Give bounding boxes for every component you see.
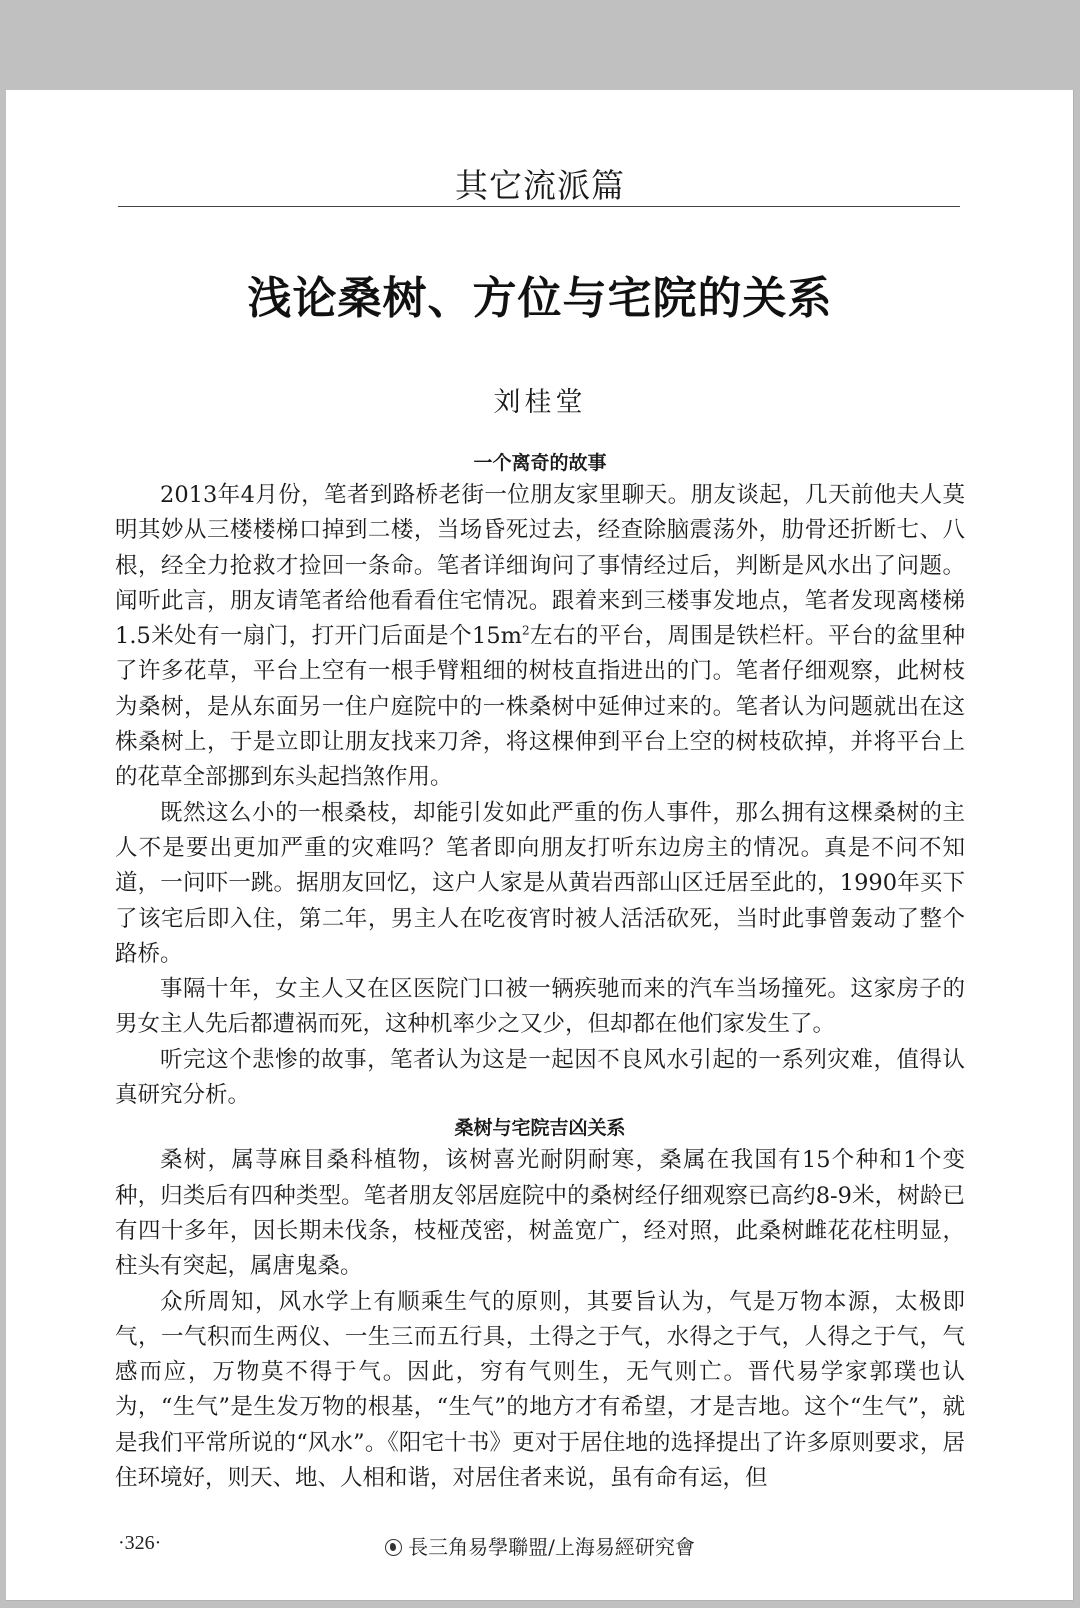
header-rule	[118, 206, 960, 207]
section-header: 其它流派篇	[455, 166, 625, 205]
publisher-name: 長三角易學聯盟/上海易經研究會	[408, 1535, 695, 1559]
paragraph	[115, 478, 965, 796]
publisher-line	[0, 1531, 1080, 1560]
paragraph: 桑树，属荨麻目桑科植物，该树喜光耐阴耐寒，桑属在我国有15个种和1个变种，归类后有四种类型。笔者朋友邻居庭院中的桑树经仔细观察已高约8-9米，树龄已有四十多年，因长期未伐条，枝桠茂密，树盖宽广，经对照，此桑树雌花花柱明显，柱头有突起，属唐鬼桑。	[115, 1147, 965, 1280]
paragraph-text: 左右的平台，周围是铁栏杆。平台的盆里种了许多花草，平台上空有一根手臂粗细的树枝直指进出的门。笔者仔细观察，此树枝为桑树，是从东面另一住户庭院中的一株桑树中延伸过来的。笔者认为问题就出在这株桑树上，于是立即让朋友找来刀斧，将这棵伸到平台上空的树枝砍掉，并将平台上的花草全部挪到东头起挡煞作用。	[115, 623, 965, 791]
article-author: 刘桂堂	[493, 387, 587, 418]
article-body	[115, 448, 965, 1496]
section-heading: 一个离奇的故事	[473, 452, 607, 474]
paragraph: 既然这么小的一根桑枝，却能引发如此严重的伤人事件，那么拥有这棵桑树的主人不是要出更加严重的灾难吗？笔者即向朋友打听东边房主的情况。真是不问不知道，一问吓一跳。据朋友回忆，这户人家是从黄岩西部山区迁居至此的，1990年买下了该宅后即入住，第二年，男主人在吃夜宵时被人活活砍死，当时此事曾轰动了整个路桥。	[115, 799, 965, 967]
paragraph: 事隔十年，女主人又在区医院门口被一辆疾驰而来的汽车当场撞死。这家房子的男女主人先后都遭祸而死，这种机率少之又少，但却都在他们家发生了。	[115, 976, 965, 1038]
seal-icon	[385, 1539, 402, 1556]
paragraph-text: 2013年4月份，笔者到路桥老街一位朋友家里聊天。朋友谈起，几天前他夫人莫明其妙从三楼楼梯口掉到二楼，当场昏死过去，经查除脑震荡外，肋骨还折断七、八根，经全力抢救才捡回一条命。笔者详细询问了事情经过后，判断是风水出了问题。闻听此言，朋友请笔者给他看看住宅情况。跟着来到三楼事发地点，笔者发现离楼梯1.5米处有一扇门，打开门后面是个15m	[115, 482, 965, 650]
section-heading: 桑树与宅院吉凶关系	[454, 1117, 626, 1140]
superscript: 2	[521, 623, 530, 638]
article-title: 浅论桑树、方位与宅院的关系	[247, 273, 833, 324]
page-number: ·326·	[118, 1532, 162, 1554]
paragraph: 听完这个悲惨的故事，笔者认为这是一起因不良风水引起的一系列灾难，值得认真研究分析。	[115, 1046, 965, 1109]
paragraph: 众所周知，风水学上有顺乘生气的原则，其要旨认为，气是万物本源，太极即气，一气积而生两仪、一生三而五行具，土得之于气，水得之于气，人得之于气，气感而应，万物莫不得于气。因此，穷有气则生，无气则亡。晋代易学家郭璞也认为，“生气”是生发万物的根基，“生气”的地方才有希望，才是吉地。这个“生气”，就是我们平常所说的“风水”。《阳宅十书》更对于居住地的选择提出了许多原则要求，居住环境好，则天、地、人相和谐，对居住者来说，虽有命有运，但	[115, 1288, 965, 1492]
